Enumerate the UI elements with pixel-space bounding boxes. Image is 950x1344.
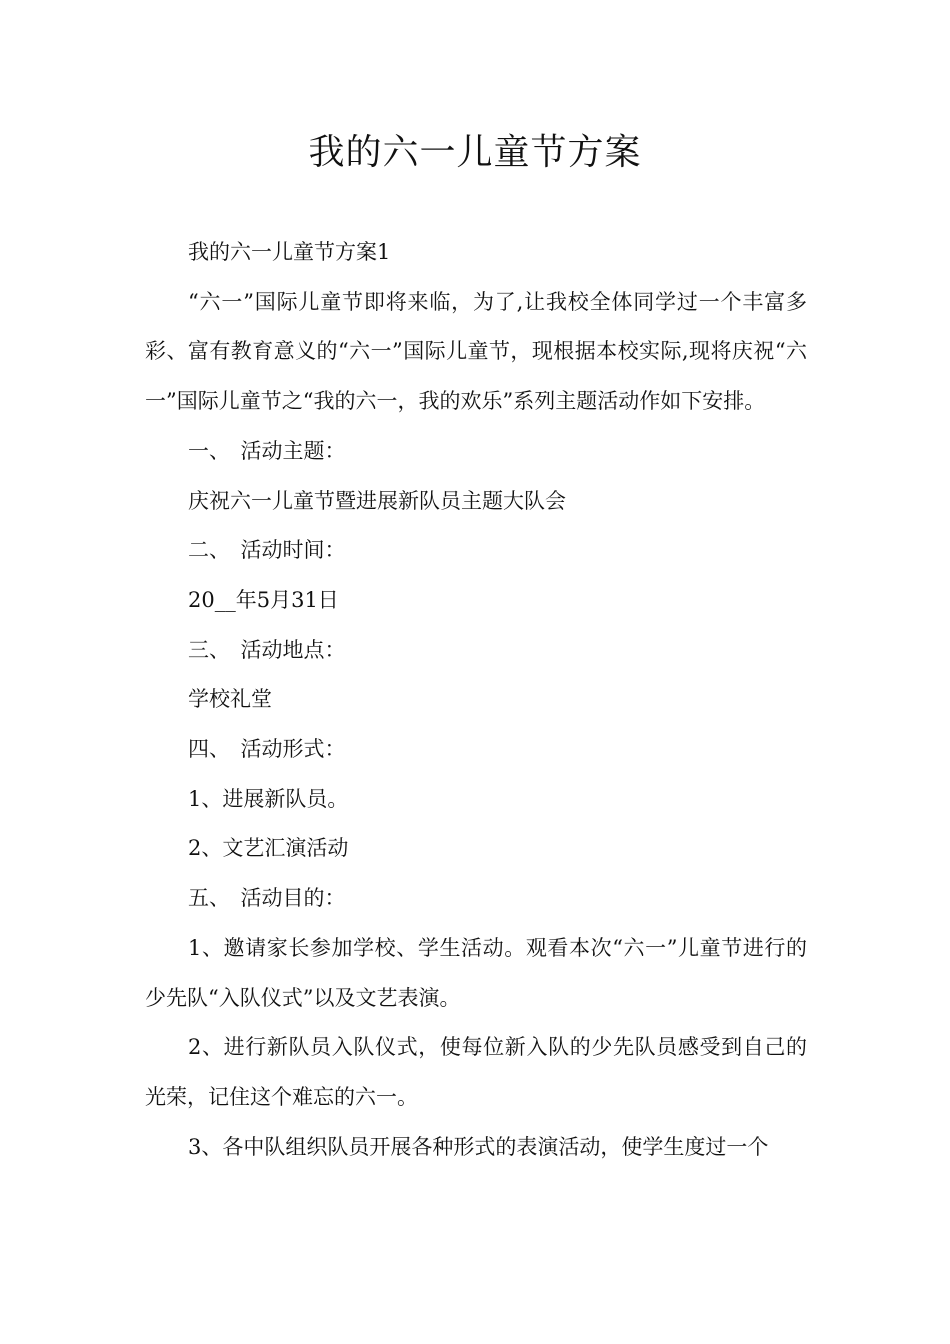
item-text-location: 学校礼堂 [188, 687, 272, 712]
item-heading-theme: 一、 活动主题： [188, 438, 346, 463]
item-heading-time: 二、 活动时间： [188, 538, 346, 563]
section-heading: 我的六一儿童节方案1 [188, 240, 391, 264]
item-text-theme: 庆祝六一儿童节暨进展新队员主题大队会 [188, 488, 566, 513]
item-text-format-2: 2、文艺汇演活动 [188, 836, 349, 861]
item-text-time: 20__年5月31日 [188, 587, 339, 612]
purpose-paragraph-2: 2、进行新队员入队仪式，使每位新入队的少先队员感受到自己的光荣，记住这个难忘的六一。 [145, 1035, 807, 1109]
purpose-paragraph-3: 3、各中队组织队员开展各种形式的表演活动，使学生度过一个 [188, 1134, 769, 1159]
item-text-format-1: 1、进展新队员。 [188, 786, 349, 811]
item-heading-location: 三、 活动地点： [188, 637, 346, 662]
purpose-paragraph-1: 1、邀请家长参加学校、学生活动。观看本次“六一”儿童节进行的少先队“入队仪式”以及文艺表演。 [145, 935, 807, 1010]
item-heading-format: 四、 活动形式： [188, 737, 346, 762]
document-body [145, 228, 807, 1172]
item-heading-purpose: 五、 活动目的： [188, 886, 346, 911]
intro-paragraph: “六一”国际儿童节即将来临，为了,让我校全体同学过一个丰富多彩、富有教育意义的“六一”国际儿童节，现根据本校实际,现将庆祝“六一”国际儿童节之“我的六一，我的欢乐”系列主题活动作如下安排。 [145, 289, 807, 414]
document-title: 我的六一儿童节方案 [308, 132, 642, 173]
